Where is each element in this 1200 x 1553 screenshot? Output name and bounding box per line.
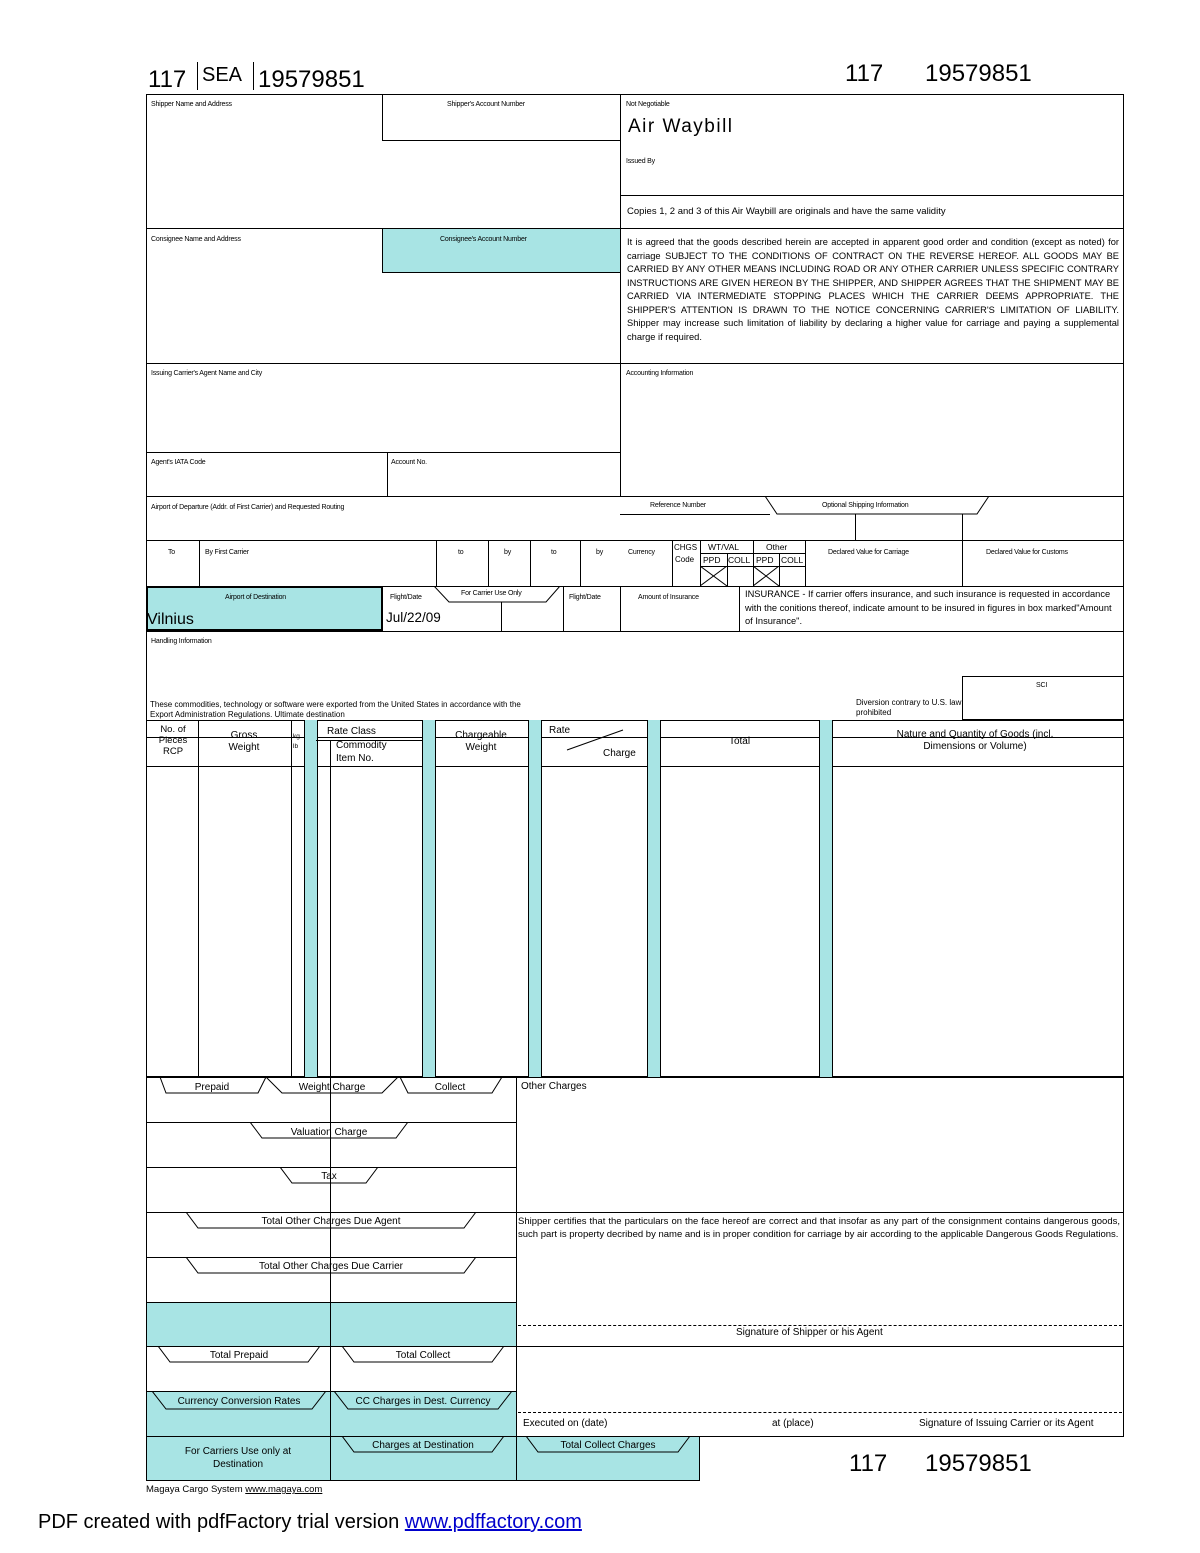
code-label: Code [675, 555, 695, 564]
to2-label: to [458, 549, 464, 556]
goods-separator [819, 720, 833, 1077]
other-ppd-label: PPD [756, 555, 774, 565]
for-carriers-label: For Carriers Use only at Destination [184, 1446, 292, 1470]
wtval-ppd-cross-icon[interactable] [700, 566, 728, 586]
awb-serial: 19579851 [258, 66, 365, 93]
other-charges-label: Other Charges [521, 1081, 587, 1092]
footer-prefix: 117 [849, 1450, 888, 1477]
shipper-name-label: Shipper Name and Address [151, 101, 232, 108]
by2-label: by [504, 549, 511, 556]
airport-destination-label: Airport of Destination [225, 594, 286, 601]
reference-number-label: Reference Number [650, 502, 706, 509]
charge-header: Charge [603, 748, 636, 759]
rate-class-header: Rate Class [327, 726, 376, 737]
insurance-note: INSURANCE - If carrier offers insurance, and such insurance is requested in accordance with the conitions thereof, indicate amount to be insured in figures in box marked"Amount of Insurance". [745, 589, 1112, 626]
issued-by-label: Issued By [626, 158, 655, 165]
valuation-charge-label: Valuation Charge [290, 1127, 368, 1138]
prepaid-label: Prepaid [194, 1082, 230, 1093]
goods-table [146, 720, 1124, 1077]
other-ppd-cross-icon[interactable] [753, 566, 780, 586]
awb-origin: SEA [202, 64, 243, 86]
declared-customs-label: Declared Value for Customs [986, 549, 1068, 556]
charges-destination-label: Charges at Destination [372, 1440, 474, 1451]
currency-label: Currency [628, 549, 655, 556]
at-place-label: at (place) [772, 1418, 814, 1429]
airport-departure-label: Airport of Departure (Addr. of First Carrier) and Requested Routing [151, 504, 345, 511]
total-collect-charges-label: Total Collect Charges [560, 1440, 656, 1451]
certify-text: Shipper certifies that the particulars on the face hereof are correct and that insofar as any part of the consignment contains dangerous goods, such part is property decribed by name and is in proper condition for carriage by air according to the applicable Dangerous Goods Regulations. [518, 1216, 1120, 1240]
signature-shipper-label: Signature of Shipper or his Agent [736, 1327, 883, 1338]
by3-label: by [596, 549, 603, 556]
other-coll-label: COLL [781, 555, 804, 565]
air-waybill-title: Air Waybill [628, 116, 734, 137]
consignee-account-label: Consignee's Account Number [440, 236, 527, 243]
total-other-carrier-label: Total Other Charges Due Carrier [259, 1261, 403, 1272]
currency-conversion-label: Currency Conversion Rates [177, 1396, 301, 1407]
consignee-name-label: Consignee Name and Address [151, 236, 241, 243]
magaya-credit [146, 1484, 322, 1495]
diversion-note: Diversion contrary to U.S. law prohibited [856, 698, 962, 717]
footer-serial: 19579851 [925, 1450, 1032, 1477]
total-prepaid-label: Total Prepaid [209, 1350, 269, 1361]
pdf-factory-note [38, 1511, 582, 1534]
collect-cyan-cell[interactable] [331, 1303, 516, 1346]
account-no-label: Account No. [391, 459, 427, 466]
chgs-label: CHGS [674, 543, 698, 552]
weight-charge-label: Weight Charge [298, 1082, 366, 1093]
sci-label: SCI [1036, 682, 1048, 689]
pdf-factory-link[interactable]: www.pdffactory.com [404, 1511, 582, 1533]
to3-label: to [551, 549, 557, 556]
rate-header: Rate [549, 725, 571, 736]
goods-separator [528, 720, 542, 1077]
flight-date-value[interactable]: Jul/22/09 [386, 610, 441, 625]
kg-lb-header: kg lb [293, 733, 300, 750]
amount-insurance-label: Amount of Insurance [638, 594, 699, 601]
awb-form-frame [146, 94, 1124, 738]
export-note: These commodities, technology or software were exported from the United States in accordance with the Export Administration Regulations. Ultimate destination [150, 700, 521, 719]
declared-carriage-label: Declared Value for Carriage [828, 549, 909, 556]
total-collect-label: Total Collect [395, 1350, 451, 1361]
copies-note: Copies 1, 2 and 3 of this Air Waybill are originals and have the same validity [627, 206, 946, 217]
optional-shipping-label: Optional Shipping Information [822, 502, 909, 509]
collect-label: Collect [434, 1082, 466, 1093]
handling-label: Handling Information [151, 638, 212, 645]
prepaid-cyan-cell[interactable] [147, 1303, 330, 1346]
total-other-agent-label: Total Other Charges Due Agent [261, 1216, 401, 1227]
gross-weight-header: Gross Weight [228, 730, 260, 753]
to-label: To [168, 549, 175, 556]
signature-carrier-label: Signature of Issuing Carrier or its Agent [919, 1418, 1094, 1429]
pieces-header: No. of Pieces RCP [158, 724, 188, 757]
conditions-text: It is agreed that the goods described herein are accepted in apparent good order and condition (except as noted) for carriage SUBJECT TO THE CONDITIONS OF CONTRACT ON THE REVERSE HEREOF. ALL GOODS MAY BE CARRIED BY ANY OTHER MEANS INCLUDING ROAD OR ANY OTHER CARRIER UNLESS SPECIFIC CONTRARY INSTRUCTIONS ARE GIVEN HEREON BY THE SHIPPER, AND SHIPPER AGREES THAT THE SHIPMENT MAY BE CARRIED VIA INTERMEDIATE STOPPING PLACES WHICH THE CARRIER DEEMS APPROPRIATE. THE SHIPPER'S ATTENTION IS DRAWN TO THE NOTICE CONCERNING CARRIER'S LIMITATION OF LIABILITY. Shipper may increase such limitation of liability by declaring a higher value for carriage and paying a supplemental charge if required. [627, 237, 1119, 342]
goods-separator [304, 720, 318, 1077]
commodity-header: Commodity Item No. [336, 740, 387, 764]
magaya-system-name: Magaya Cargo System [146, 1484, 243, 1495]
flight-date2-label: Flight/Date [569, 594, 601, 601]
destination-value[interactable]: Vilnius [147, 611, 194, 628]
accounting-label: Accounting Information [626, 370, 694, 377]
total-header: Total [728, 736, 751, 747]
by-first-carrier-label: By First Carrier [205, 549, 249, 556]
flight-date-label: Flight/Date [390, 594, 422, 601]
awb-prefix-right: 117 [845, 60, 884, 87]
awb-prefix: 117 [148, 66, 187, 93]
agent-name-label: Issuing Carrier's Agent Name and City [151, 370, 263, 377]
magaya-link[interactable]: www.magaya.com [245, 1484, 323, 1495]
goods-separator [422, 720, 436, 1077]
carrier-use-only-label: For Carrier Use Only [461, 590, 522, 597]
shipper-account-label: Shipper's Account Number [447, 101, 525, 108]
wtval-coll-label: COLL [728, 555, 751, 565]
wtval-ppd-label: PPD [703, 555, 721, 565]
executed-on-label: Executed on (date) [523, 1418, 608, 1429]
other-label: Other [766, 542, 788, 552]
pdf-note-text: PDF created with pdfFactory trial version [38, 1511, 400, 1533]
not-negotiable-label: Not Negotiable [626, 101, 670, 108]
consignee-account-box[interactable] [382, 228, 621, 273]
tax-label: Tax [321, 1171, 337, 1182]
wtval-label: WT/VAL [708, 542, 740, 552]
nature-header: Nature and Quantity of Goods (incl. Dimensions or Volume) [896, 729, 1054, 752]
chargeable-weight-header: Chargeable Weight [455, 730, 507, 753]
awb-serial-right: 19579851 [925, 60, 1032, 87]
cc-charges-label: CC Charges in Dest. Currency [355, 1396, 491, 1407]
agent-iata-label: Agent's IATA Code [151, 459, 206, 466]
goods-separator [647, 720, 661, 1077]
